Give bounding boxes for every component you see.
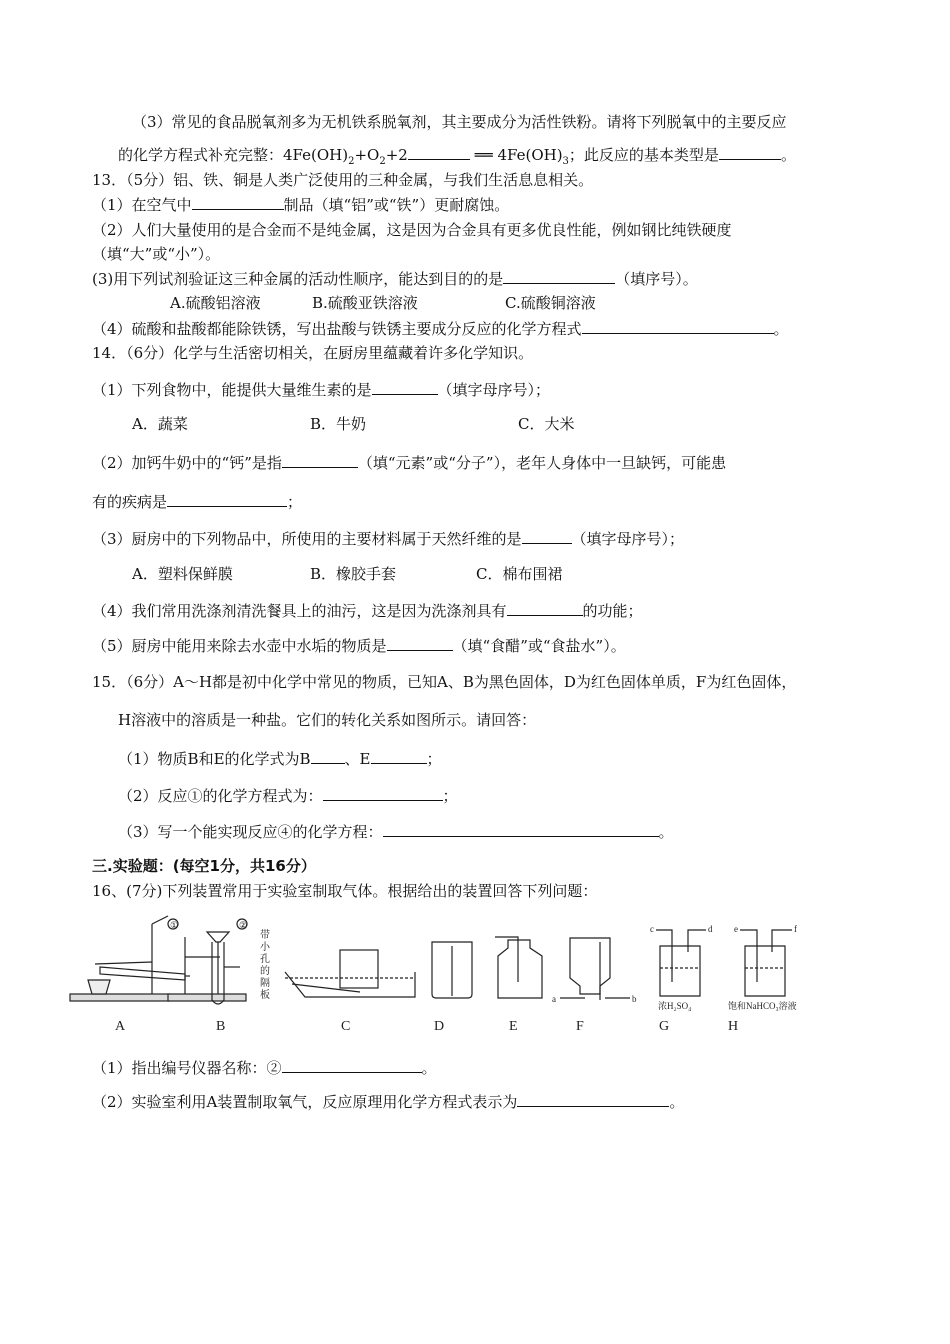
blank[interactable] (167, 491, 287, 507)
apparatus-figure (60, 912, 850, 1037)
mark-2: ② (239, 920, 248, 930)
apparatus-f (552, 938, 637, 1004)
label-f: F (576, 1019, 584, 1034)
q14-p1: （1）下列食物中，能提供大量维生素的是 （填字母序号）； (92, 381, 551, 399)
q13-head: 13．（5分）铝、铁、铜是人类广泛使用的三种金属，与我们生活息息相关。 (92, 171, 594, 189)
q16-head: 16、(7分)下列装置常用于实验室制取气体。根据给出的装置回答下列问题： (92, 882, 598, 900)
q14-opt3-c: C．棉布围裙 (476, 565, 563, 583)
label-b: B (216, 1019, 226, 1034)
blank[interactable] (372, 379, 438, 395)
q15-p1: （1）物质B和E的化学式为B 、E ； (118, 750, 442, 768)
apparatus-e (495, 937, 542, 998)
q16-p1: （1）指出编号仪器名称：② 。 (92, 1059, 437, 1077)
q13-p3: (3)用下列试剂验证这三种金属的活动性顺序，能达到目的的是 （填序号）。 (92, 270, 698, 288)
apparatus-g (650, 924, 713, 1011)
svg-text:的: 的 (260, 966, 270, 977)
q14-p5: （5）厨房中能用来除去水壶中水垢的物质是 （填“食醋”或“食盐水”）。 (92, 637, 626, 655)
q13-p2-b: （填“大”或“小”）。 (92, 245, 221, 263)
label-e: E (509, 1019, 518, 1034)
blank[interactable] (311, 748, 345, 764)
q13-opt-a: A.硫酸铝溶液 (170, 294, 261, 312)
blank[interactable] (383, 821, 659, 837)
section-3-title: 三.实验题：(每空1分，共16分） (92, 857, 316, 875)
g-liquid-label: 浓H₂SO₄ (658, 1001, 692, 1011)
board-label (260, 928, 271, 1001)
svg-text:隔: 隔 (260, 978, 270, 989)
q15-p2: （2）反应①的化学方程式为： ； (118, 787, 458, 805)
blank[interactable] (503, 268, 615, 284)
svg-text:板: 板 (260, 990, 270, 1001)
q14-opt3-b: B．橡胶手套 (310, 565, 397, 583)
apparatus-h (728, 924, 797, 1011)
q14-p3: （3）厨房中的下列物品中，所使用的主要材料属于天然纤维的是 （填字母序号）； (92, 530, 685, 548)
blank[interactable] (282, 452, 358, 468)
blank[interactable] (408, 144, 470, 160)
q13-p1: （1）在空气中 制品（填“铝”或“铁”）更耐腐蚀。 (92, 196, 510, 214)
blank[interactable] (582, 318, 774, 334)
q14-opt1-a: A．蔬菜 (132, 415, 188, 433)
label-d: D (434, 1019, 445, 1034)
end-b: b (632, 994, 637, 1004)
blank[interactable] (323, 785, 443, 801)
label-a: A (115, 1019, 126, 1034)
blank[interactable] (522, 528, 572, 544)
q13-p4: （4）硫酸和盐酸都能除铁锈，写出盐酸与铁锈主要成分反应的化学方程式 。 (92, 320, 789, 338)
q14-opt1-b: B．牛奶 (310, 415, 367, 433)
svg-text:孔: 孔 (260, 954, 270, 965)
q14-p4: （4）我们常用洗涤剂清洗餐具上的油污，这是因为洗涤剂具有 的功能； (92, 602, 643, 620)
h-liquid-label: 饱和NaHCO₃溶液 (728, 1001, 797, 1011)
label-h: H (728, 1019, 739, 1034)
blank[interactable] (507, 600, 583, 616)
q14-opt3-a: A．塑料保鲜膜 (132, 565, 233, 583)
q16-p2: （2）实验室利用A装置制取氧气，反应原理用化学方程式表示为 。 (92, 1093, 685, 1111)
blank[interactable] (371, 748, 427, 764)
blank[interactable] (719, 144, 781, 160)
q15-p3: （3）写一个能实现反应④的化学方程： 。 (118, 823, 674, 841)
end-a: a (552, 994, 556, 1004)
q14-head: 14．（6分）化学与生活密切相关，在厨房里蕴藏着许多化学知识。 (92, 344, 534, 362)
q12-3-line1: （3）常见的食品脱氧剂多为无机铁系脱氧剂，其主要成分为活性铁粉。请将下列脱氧中的主要反应 (132, 113, 787, 131)
q13-opt-b: B.硫酸亚铁溶液 (312, 294, 418, 312)
apparatus-c (285, 950, 415, 997)
q14-opt1-c: C．大米 (518, 415, 575, 433)
svg-text:小: 小 (260, 942, 270, 953)
apparatus-d (432, 942, 472, 998)
label-c: C (341, 1019, 351, 1034)
apparatus-b (168, 919, 247, 1004)
mark-1: ① (170, 920, 179, 930)
q13-opt-c: C.硫酸铜溶液 (505, 294, 596, 312)
end-f: f (794, 924, 797, 934)
q12-3-line2: 的化学方程式补充完整：$4Fe(OH)_2+O_2+2$ ══ $4Fe(OH)_3$；此反应的基本类型是 。 (118, 146, 796, 167)
end-e: e (734, 924, 738, 934)
apparatus-a (70, 916, 190, 1001)
end-c: c (650, 924, 654, 934)
svg-text:带: 带 (260, 930, 270, 941)
blank[interactable] (282, 1057, 422, 1073)
label-g: G (659, 1019, 670, 1034)
end-d: d (708, 924, 713, 934)
blank[interactable] (192, 194, 284, 210)
q13-p2-a: （2）人们大量使用的是合金而不是纯金属，这是因为合金具有更多优良性能，例如钢比纯铁硬度 (92, 221, 732, 239)
q15-head2: H溶液中的溶质是一种盐。它们的转化关系如图所示。请回答： (118, 711, 537, 729)
q14-p2: （2）加钙牛奶中的“钙”是指 （填“元素”或“分子”），老年人身体中一旦缺钙，可能患 (92, 454, 727, 472)
q15-head: 15．（6分）A～H都是初中化学中常见的物质，已知A、B为黑色固体，D为红色固体单质，F为红色固体， (92, 673, 797, 691)
blank[interactable] (387, 635, 453, 651)
q14-p2-cont: 有的疾病是 ； (92, 493, 303, 511)
blank[interactable] (517, 1091, 669, 1107)
